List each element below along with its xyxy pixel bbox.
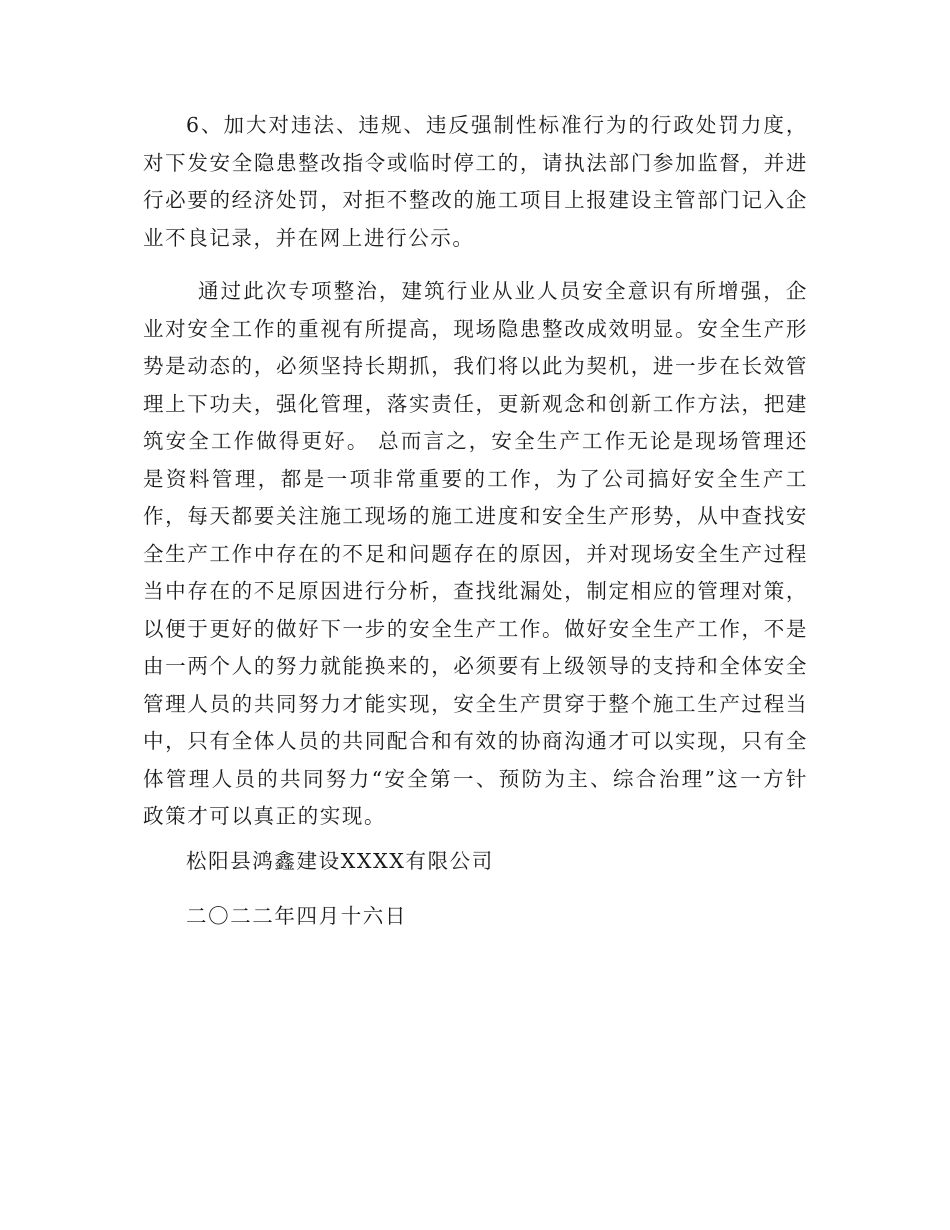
paragraph-penalty-measures: 6、加大对违法、违规、违反强制性标准行为的行政处罚力度，对下发安全隐患整改指令或临时停工的，请执法部门参加监督，并进行必要的经济处罚，对拒不整改的施工项目上报建设主管部门记入企业不良记录，并在网上进行公示。 bbox=[143, 113, 808, 250]
paragraph-summary: 通过此次专项整治，建筑行业从业人员安全意识有所增强，企业对安全工作的重视有所提高，现场隐患整改成效明显。安全生产形势是动态的，必须坚持长期抓，我们将以此为契机，进一步在长效管理上下功夫，强化管理，落实责任，更新观念和创新工作方法，把建筑安全工作做得更好。 总而言之，安全生产工作无论是现场管理还是资料管理，都是一项非常重要的工作，为了公司搞好安全生产工作，每天都要关注施工现场的施工进度和安全生产形势，从中查找安全生产工作中存在的不足和问题存在的原因，并对现场安全生产过程当中存在的不足原因进行分析，查找纰漏处，制定相应的管理对策，以便于更好的做好下一步的安全生产工作。做好安全生产工作，不是由一两个人的努力就能换来的，必须要有上级领导的支持和全体安全管理人员的共同努力才能实现，安全生产贯穿于整个施工生产过程当中，只有全体人员的共同配合和有效的协商沟通才可以实现，只有全体管理人员的共同努力“安全第一、预防为主、综合治理”这一方针政策才可以真正的实现。 bbox=[143, 279, 808, 828]
signature-company: 松阳县鸿鑫建设XXXX有限公司 bbox=[186, 849, 494, 873]
signature-date: 二〇二二年四月十六日 bbox=[186, 904, 407, 928]
